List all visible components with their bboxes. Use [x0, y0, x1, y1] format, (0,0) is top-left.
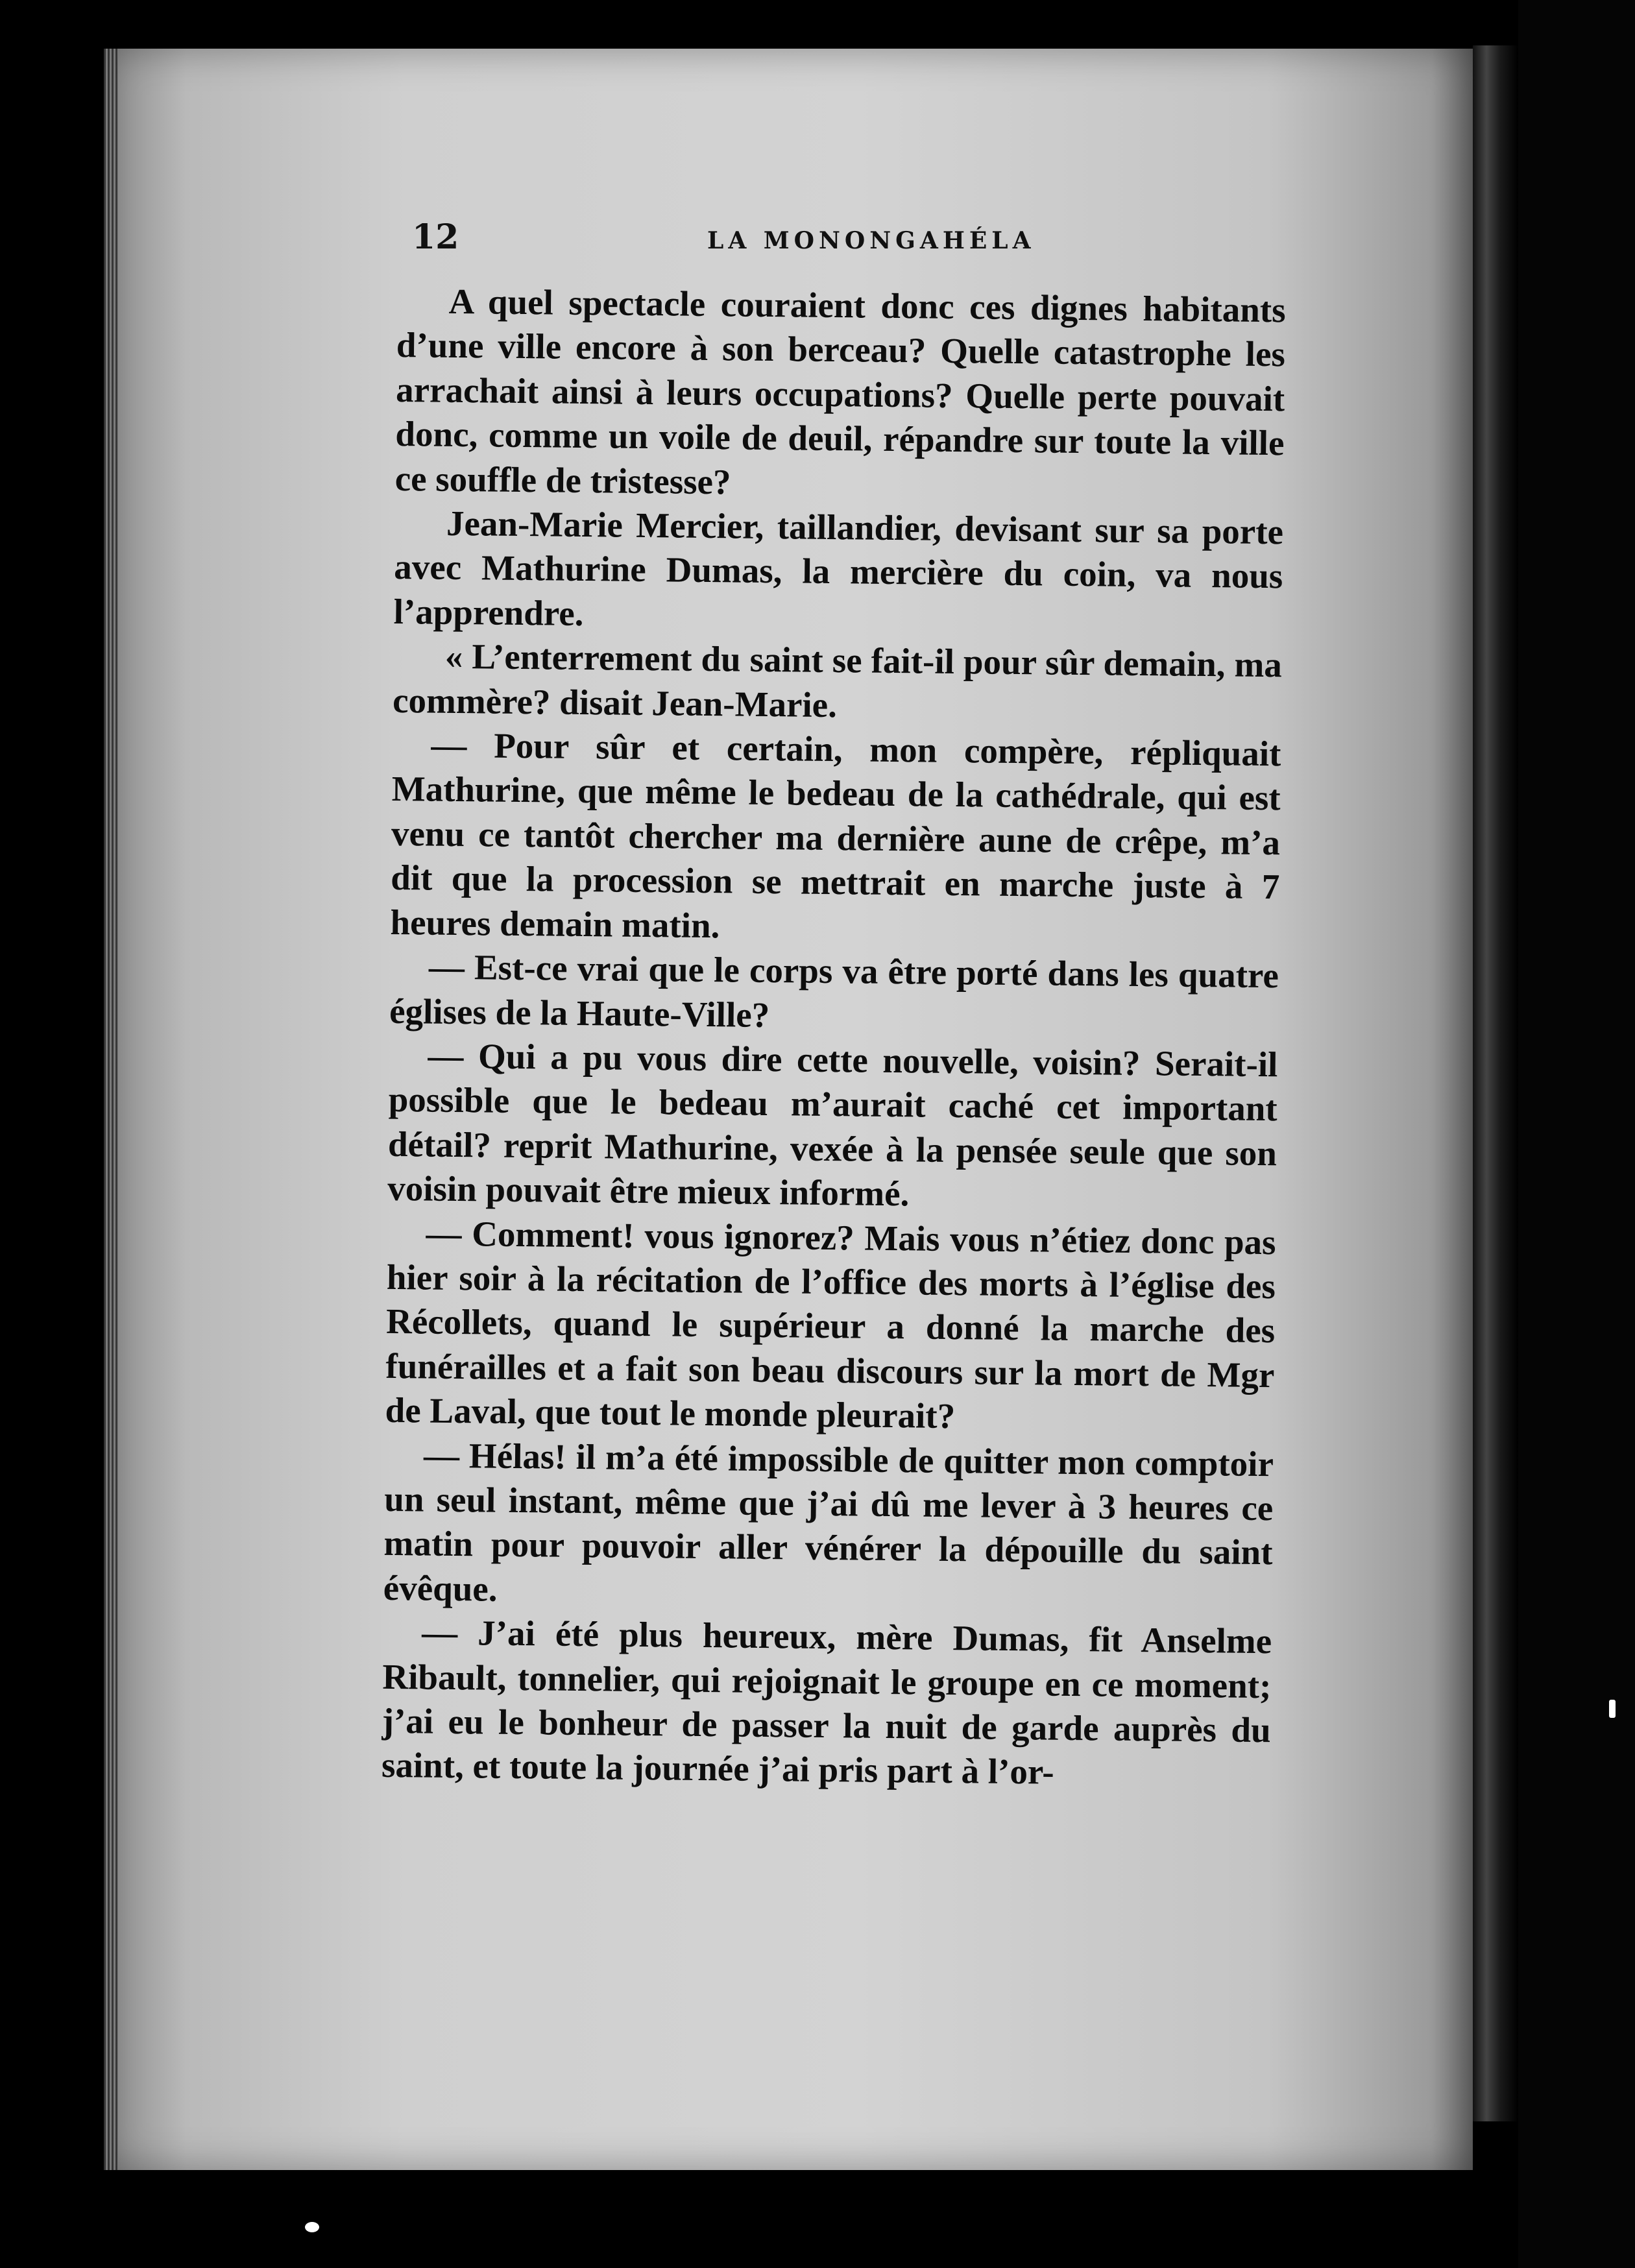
scan-margin-right: [1518, 0, 1635, 2268]
paragraph: — Hélas! il m’a été impossible de quitter mon comptoir un seul instant, même que j’ai dû me lever à 3 heures ce matin pour pouvoir aller vénérer la dépouille du saint évêque.: [383, 1435, 1274, 1609]
scan-speck: [305, 2222, 319, 2232]
paragraph: A quel spectacle couraient donc ces dignes habitants d’une ville encore à son berceau? Quelle catastrophe les arrachait ainsi à leurs occupations? Quelle perte pouvait donc, comme un voile de deuil, répandre sur toute la ville ce souffle de tristesse?: [394, 281, 1286, 502]
page-number: 12: [412, 217, 459, 257]
scan-speck: [1609, 1700, 1616, 1718]
paragraph: — Qui a pu vous dire cette nouvelle, voisin? Serait-il possible que le bedeau m’aurait caché cet important détail? reprit Mathurine, vexée à la pensée seule que son voisin pouvait être mieux informé.: [387, 1035, 1278, 1214]
paragraph: — J’ai été plus heureux, mère Dumas, fit Anselme Ribault, tonnelier, qui rejoignait le groupe en ce moment; j’ai eu le bonheur de passer la nuit de garde auprès du saint, et toute la journée j’ai pris part à l’or-: [381, 1612, 1272, 1792]
body-text: [382, 279, 1286, 1797]
paragraph: — Est-ce vrai que le corps va être porté dans les quatre églises de la Haute-Ville?: [389, 947, 1279, 1035]
paragraph: « L’enterrement du saint se fait-il pour sûr demain, ma commère? disait Jean-Marie.: [392, 636, 1283, 725]
page-stack-edge-left: [104, 49, 118, 2170]
paragraph: Jean-Marie Mercier, taillandier, devisant sur sa porte avec Mathurine Dumas, la mercière du coin, va nous l’apprendre.: [393, 503, 1284, 633]
paragraph: — Pour sûr et certain, mon compère, répliquait Mathurine, que même le bedeau de la cathédrale, qui est venu ce tantôt chercher ma dernière aune de crêpe, m’a dit que la procession se mettrait en marche juste à 7 heures demain matin.: [390, 725, 1281, 945]
page-gutter-shadow: [1473, 45, 1518, 2121]
paragraph: — Comment! vous ignorez? Mais vous n’étiez donc pas hier soir à la récitation de l’office des morts à l’église des Récollets, quand le supérieur a donné la marche des funérailles et a fait son beau discours sur la mort de Mgr de Laval, que tout le monde pleurait?: [385, 1213, 1276, 1436]
running-title: LA MONONGAHÉLA: [707, 227, 1036, 254]
